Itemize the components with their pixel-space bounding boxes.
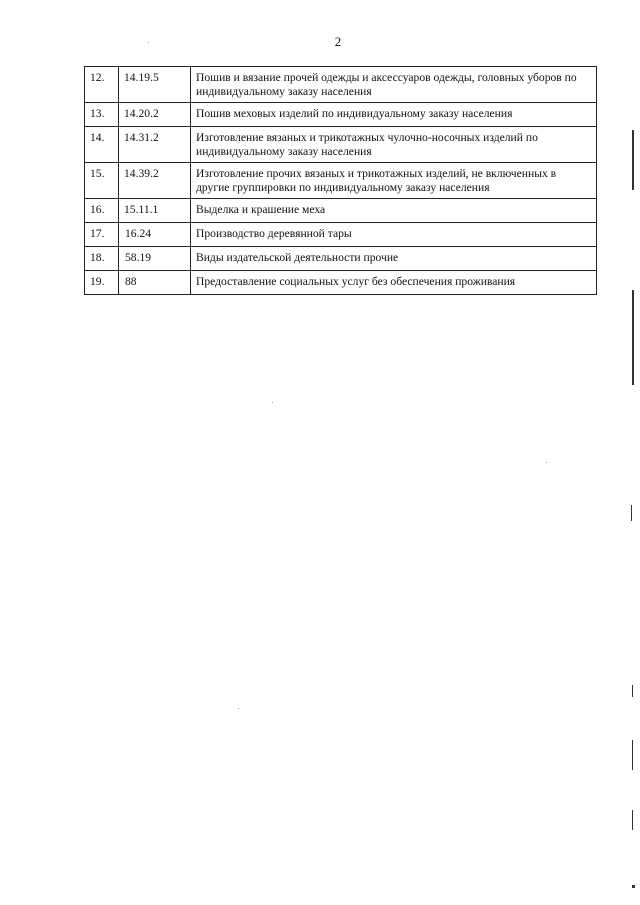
page-number: 2 [334,34,342,49]
row-number: 17. [85,223,119,247]
table-row [85,199,597,223]
activity-description: Виды издательской деятельности прочие [191,247,597,271]
row-number: 16. [85,199,119,223]
row-number: 18. [85,247,119,271]
activity-description: Производство деревянной тары [191,223,597,247]
scan-speck [238,708,239,709]
scan-edge-mark [631,505,632,521]
row-number: 13. [85,103,119,127]
activity-code: 58.19 [119,247,191,271]
scan-edge-mark [632,290,634,385]
scan-edge-mark [632,740,633,770]
activity-description: Изготовление вязаных и трикотажных чулочно-носочных изделий по индивидуальному заказу населения [191,127,597,163]
activity-code: 16.24 [119,223,191,247]
activity-codes-table [84,66,597,295]
activity-code: 15.11.1 [119,199,191,223]
activity-description: Пошив и вязание прочей одежды и аксессуаров одежды, головных уборов по индивидуальному заказу населения [191,67,597,103]
activity-code: 14.39.2 [119,163,191,199]
activity-description: Пошив меховых изделий по индивидуальному заказу населения [191,103,597,127]
table-row [85,247,597,271]
scan-edge-mark [632,685,633,697]
table-row [85,67,597,103]
row-number: 15. [85,163,119,199]
table-row [85,271,597,295]
scan-edge-mark [632,130,634,190]
activity-description: Изготовление прочих вязаных и трикотажных изделий, не включенных в другие группировки по индивидуальному заказу населения [191,163,597,199]
activity-code: 88 [119,271,191,295]
row-number: 12. [85,67,119,103]
row-number: 14. [85,127,119,163]
activity-description: Выделка и крашение меха [191,199,597,223]
table-row [85,127,597,163]
table-row [85,163,597,199]
activity-description: Предоставление социальных услуг без обеспечения проживания [191,271,597,295]
scan-edge-mark [632,885,635,888]
scan-speck [148,42,149,43]
activity-code: 14.20.2 [119,103,191,127]
table-row [85,103,597,127]
activity-code: 14.31.2 [119,127,191,163]
table-row [85,223,597,247]
scan-speck [546,462,547,463]
row-number: 19. [85,271,119,295]
scan-edge-mark [632,810,633,830]
activity-code: 14.19.5 [119,67,191,103]
scan-speck [272,402,273,403]
